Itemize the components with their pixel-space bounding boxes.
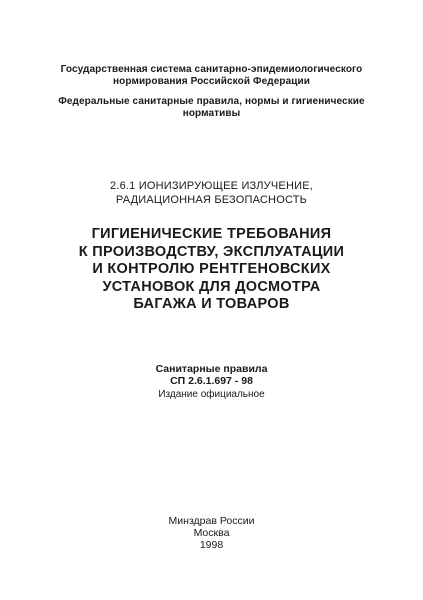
title-line: И КОНТРОЛЮ РЕНТГЕНОВСКИХ (92, 261, 331, 277)
header-line: нормативы (182, 108, 241, 119)
document-title (0, 226, 423, 314)
header-line: нормирования Российской Федерации (113, 76, 310, 87)
title-line: БАГАЖА И ТОВАРОВ (133, 296, 290, 312)
edition-label: Издание официальное (158, 389, 265, 400)
section-heading (0, 179, 423, 207)
rules-line: Санитарные правила (155, 363, 268, 375)
publisher-footer (0, 515, 423, 551)
title-line: К ПРОИЗВОДСТВУ, ЭКСПЛУАТАЦИИ (78, 243, 345, 260)
header-gap (0, 88, 423, 96)
publisher-name: Минздрав России (168, 515, 255, 527)
edition-note (0, 389, 423, 401)
section-line: 2.6.1 ИОНИЗИРУЮЩЕЕ ИЗЛУЧЕНИЕ, (110, 180, 313, 192)
publication-year: 1998 (199, 539, 224, 551)
title-line: ГИГИЕНИЧЕСКИЕ ТРЕБОВАНИЯ (91, 226, 332, 242)
publisher-city: Москва (193, 527, 230, 539)
rules-code: СП 2.6.1.697 - 98 (170, 375, 253, 387)
rules-designation (0, 363, 423, 387)
header-block (0, 64, 423, 120)
section-line: РАДИАЦИОННАЯ БЕЗОПАСНОСТЬ (115, 194, 308, 206)
title-line: УСТАНОВОК ДЛЯ ДОСМОТРА (102, 278, 321, 295)
header-line: Государственная система санитарно-эпидемиологического (60, 64, 363, 75)
header-line: Федеральные санитарные правила, нормы и гигиенические (58, 96, 365, 107)
